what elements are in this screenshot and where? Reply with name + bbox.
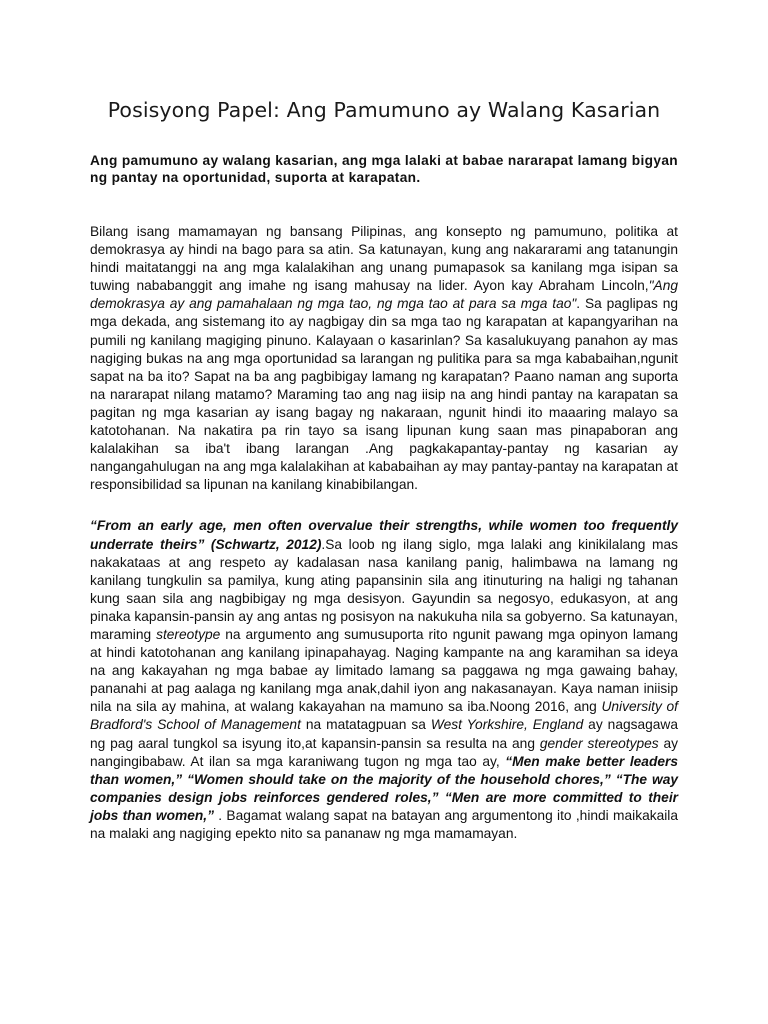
paragraph-2-text-f: . Bagamat walang sapat na batayan ang argumentong ito ,hindi maikakaila na malaki ang nagiging epekto nito sa pananaw ng mga mamamayan. [90,807,678,841]
lincoln-quote: "Ang demokrasya ay ang pamahalaan ng mga tao, ng mga tao at para sa mga tao" [90,278,678,312]
schwartz-quote: “From an early age, men often overvalue their strengths, while women too frequently underrate theirs” (Schwartz, 2012) [90,518,678,552]
paragraph-1-text-b: . Sa paglipas ng mga dekada, ang sistemang ito ay nagbigay din sa mga tao ng karapatan at kapangyarihan na pumili ng kanilang magiging pinuno. Kalayaan o kasarinlan? Sa kasalukuyang panahon ay mas nagiging bukas na ang mga oportunidad sa larangan ng pulitika para sa mga kababaihan,ngunit sapat na ba ito? Sapat na ba ang pagbibigay lamang ng karapatan? Paano naman ang suporta na nararapat nilang matamo? Maraming tao ang nag iisip na ang hindi pantay na karapatan sa pagitan ng mga kasarian ay isang bagay ng nakaraan, ngunit hindi ito maaaring malayo sa katotohanan. Na nakatira pa rin tayo sa isang lipunan kung saan mas pinapaboran ang kalalakihan sa iba't ibang larangan .Ang pagkakapantay-pantay ng kasarian ay nangangahulugan na ang mga kalalakihan at kababaihan ay may pantay-pantay na karapatan at responsibilidad sa lipunan na kanilang kinabibilangan. [90,296,678,493]
thesis-statement: Ang pamumuno ay walang kasarian, ang mga lalaki at babae nararapat lamang bigyan ng pantay na oportunidad, suporta at karapatan. [90,153,678,185]
body-paragraph-1 [90,223,678,494]
stereotype-term: stereotype [156,626,221,642]
document-title: Posisyong Papel: Ang Pamumuno ay Walang Kasarian [107,98,661,122]
paragraph-1-text-a: Bilang isang mamamayan ng bansang Pilipinas, ang konsepto ng pamumuno, politika at demokrasya ay hindi na bago para sa atin. Sa katunayan, kung ang nakararami ang tatanungin hindi maitatanggi na ang mga kalalakihan ang unang pumapasok sa kanilang mga isipan sa tuwing nababanggit ang imahe ng isang mahusay na lider. Ayon kay Abraham Lincoln, [90,224,678,294]
paragraph-2-text-d: ay nagsagawa ng pag aaral tungkol sa isyung ito,at kapansin-pansin sa resulta na ang [90,717,679,751]
university-name: University of Bradford's School of Management [90,699,678,733]
survey-responses-quote: “Men make better leaders than women,” “Women should take on the majority of the household chores,” “The way companies design jobs reinforces gendered roles,” “Men are more committed to their jobs than women,” [90,753,678,823]
paragraph-2-text-b: na argumento ang sumusuporta rito ngunit pawang mga opinyon lamang at hindi katotohanan ang kanilang ipinapahayag. Naging kampante na ang karamihan sa ideya na ang kakayahan ng mga babae ay limitado lamang sa paggawa ng mga gawaing bahay, pananahi at pag aalaga ng kanilang mga anak,dahil iyon ang nakasanayan. Kaya naman iniisip nila na sila ay mahina, at walang kakayahan na mamuno sa iba.Noong 2016, ang [90,626,679,715]
paragraph-2-text-c: na matatagpuan sa [300,717,431,733]
paragraph-2-text-a: .Sa loob ng ilang siglo, mga lalaki ang kinikilalang mas nakakataas at ang respeto ay kadalasan nasa kanilang panig, halimbawa na lamang ng kanilang tungkulin sa pamilya, kung ating papansinin sila ang itinuturing na haligi ng tahanan kung saan sila ang nagbibigay ng mga desisyon. Gayundin sa negosyo, edukasyon, at ang pinaka kapansin-pansin ay ang antas ng posisyon na nakukuha nila sa gobyerno. Sa katunayan, maraming [90,536,678,642]
gender-stereotypes-term: gender stereotypes [539,735,659,751]
location-name: West Yorkshire, England [430,717,584,733]
body-paragraph-2 [90,517,678,843]
paragraph-2-text-e: ay nangingibabaw. At ilan sa mga karaniwang tugon ng mga tao ay, [90,735,679,769]
